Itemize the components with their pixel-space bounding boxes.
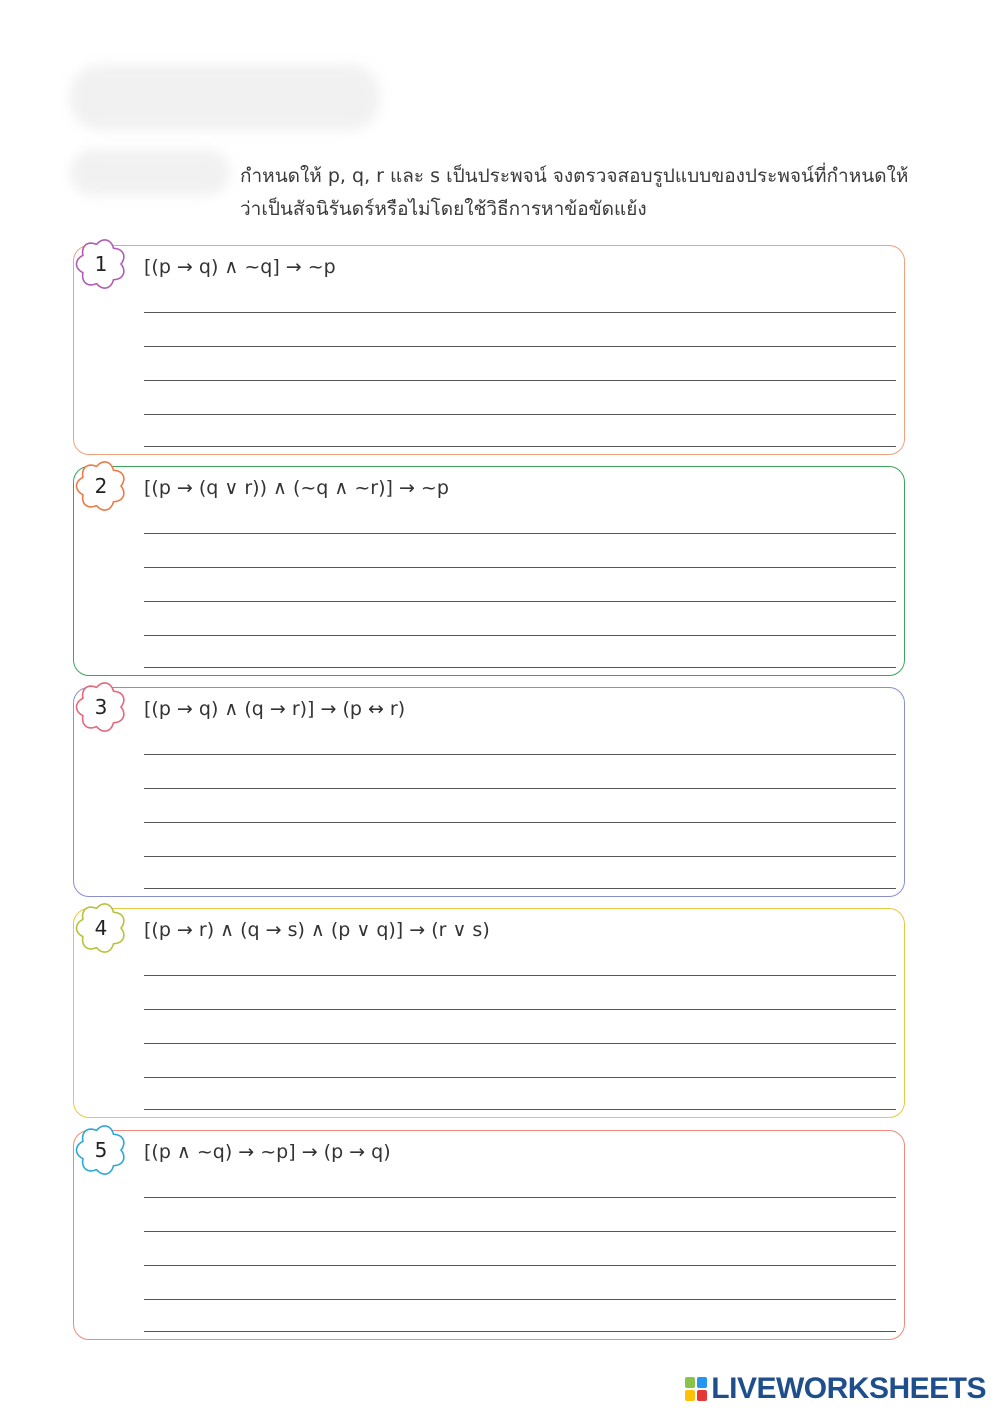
- answer-line[interactable]: [144, 567, 896, 568]
- liveworksheets-brand: [685, 1374, 986, 1404]
- question-number-badge-5: [73, 1122, 133, 1178]
- answer-line[interactable]: [144, 1265, 896, 1266]
- answer-line[interactable]: [144, 754, 896, 755]
- answer-line[interactable]: [144, 667, 896, 668]
- question-formula: [(p → r) ∧ (q → s) ∧ (p ∨ q)] → (r ∨ s): [144, 919, 490, 941]
- answer-line[interactable]: [144, 601, 896, 602]
- question-box-1: [73, 245, 905, 455]
- question-formula: [(p → q) ∧ ~q] → ~p: [144, 256, 336, 278]
- answer-line[interactable]: [144, 856, 896, 857]
- answer-line[interactable]: [144, 788, 896, 789]
- badge-number: 2: [94, 474, 108, 498]
- brand-text: LIVEWORKSHEETS: [711, 1372, 986, 1405]
- question-number-badge-2: [73, 458, 133, 514]
- question-number-badge-1: [73, 236, 133, 292]
- instructions-line-1: กำหนดให้ p, q, r และ s เป็นประพจน์ จงตรวจสอบรูปแบบของประพจน์ที่กำหนดให้: [240, 165, 909, 187]
- answer-line[interactable]: [144, 888, 896, 889]
- answer-line[interactable]: [144, 312, 896, 313]
- question-number-badge-3: [73, 679, 133, 735]
- answer-line[interactable]: [144, 1077, 896, 1078]
- header-blur-shape: [70, 65, 380, 130]
- badge-number: 4: [94, 916, 108, 940]
- question-box-5: [73, 1130, 905, 1340]
- liveworksheets-logo-icon: [685, 1377, 707, 1401]
- answer-line[interactable]: [144, 446, 896, 447]
- instructions-line-2: ว่าเป็นสัจนิรันดร์หรือไม่โดยใช้วิธีการหาข้อขัดแย้ง: [240, 198, 647, 220]
- answer-line[interactable]: [144, 1109, 896, 1110]
- answer-line[interactable]: [144, 822, 896, 823]
- badge-number: 5: [94, 1138, 108, 1162]
- answer-line[interactable]: [144, 1009, 896, 1010]
- question-box-4: [73, 908, 905, 1118]
- instructions: [240, 160, 920, 226]
- logo-square: [697, 1390, 707, 1401]
- answer-line[interactable]: [144, 1197, 896, 1198]
- question-number-badge-4: [73, 900, 133, 956]
- answer-line[interactable]: [144, 380, 896, 381]
- question-formula: [(p → q) ∧ (q → r)] → (p ↔ r): [144, 698, 406, 720]
- answer-line[interactable]: [144, 1231, 896, 1232]
- logo-square: [685, 1377, 695, 1388]
- logo-square: [685, 1390, 695, 1401]
- answer-line[interactable]: [144, 414, 896, 415]
- answer-line[interactable]: [144, 346, 896, 347]
- answer-line[interactable]: [144, 635, 896, 636]
- badge-number: 1: [94, 252, 108, 276]
- answer-line[interactable]: [144, 1043, 896, 1044]
- answer-line[interactable]: [144, 1299, 896, 1300]
- question-box-3: [73, 687, 905, 897]
- header-blur-shape-2: [70, 150, 230, 195]
- logo-square: [697, 1377, 707, 1388]
- answer-line[interactable]: [144, 1331, 896, 1332]
- answer-line[interactable]: [144, 533, 896, 534]
- question-box-2: [73, 466, 905, 676]
- answer-line[interactable]: [144, 975, 896, 976]
- question-formula: [(p ∧ ~q) → ~p] → (p → q): [144, 1141, 391, 1163]
- badge-number: 3: [94, 695, 108, 719]
- question-formula: [(p → (q ∨ r)) ∧ (~q ∧ ~r)] → ~p: [144, 477, 449, 499]
